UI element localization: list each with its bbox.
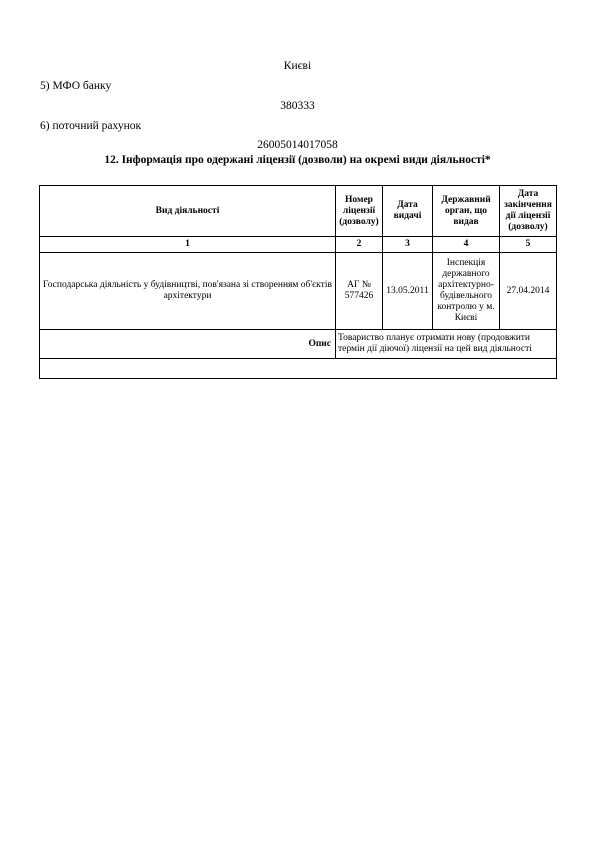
empty-row xyxy=(40,359,557,379)
account-label: 6) поточний рахунок xyxy=(40,120,142,132)
column-number: 3 xyxy=(383,237,433,253)
column-number-row xyxy=(40,237,557,253)
description-label: Опис xyxy=(40,330,336,359)
cell-issue-date: 13.05.2011 xyxy=(383,253,433,330)
table-row xyxy=(40,253,557,330)
header-license-number: Номер ліцензії (дозволу) xyxy=(336,186,383,237)
mfo-label: 5) МФО банку xyxy=(40,80,112,92)
column-number: 5 xyxy=(500,237,557,253)
cell-activity: Господарська діяльність у будівництві, пов'язана зі створенням об'єктів архітектури xyxy=(40,253,336,330)
cell-authority: Інспекція державного архітектурно-будівельного контролю у м. Києві xyxy=(433,253,500,330)
account-value: 26005014017058 xyxy=(257,139,338,151)
header-issue-date: Дата видачі xyxy=(383,186,433,237)
empty-cell xyxy=(40,359,557,379)
column-number: 1 xyxy=(40,237,336,253)
cell-license-number: АГ № 577426 xyxy=(336,253,383,330)
header-activity: Вид діяльності xyxy=(40,186,336,237)
column-number: 4 xyxy=(433,237,500,253)
license-table xyxy=(39,185,557,379)
description-text: Товариство планує отримати нову (продовжити термін дії діючої) ліцензії на цей вид діяльності xyxy=(336,330,557,359)
cell-expiry-date: 27.04.2014 xyxy=(500,253,557,330)
header-row xyxy=(40,186,557,237)
bank-city: Києві xyxy=(283,60,312,72)
header-expiry-date: Дата закінчення дії ліцензії (дозволу) xyxy=(500,186,557,237)
mfo-value: 380333 xyxy=(280,100,315,112)
column-number: 2 xyxy=(336,237,383,253)
section-title: 12. Інформація про одержані ліцензії (дозволи) на окремі види діяльності* xyxy=(104,154,491,166)
description-row xyxy=(40,330,557,359)
header-authority: Державний орган, що видав xyxy=(433,186,500,237)
